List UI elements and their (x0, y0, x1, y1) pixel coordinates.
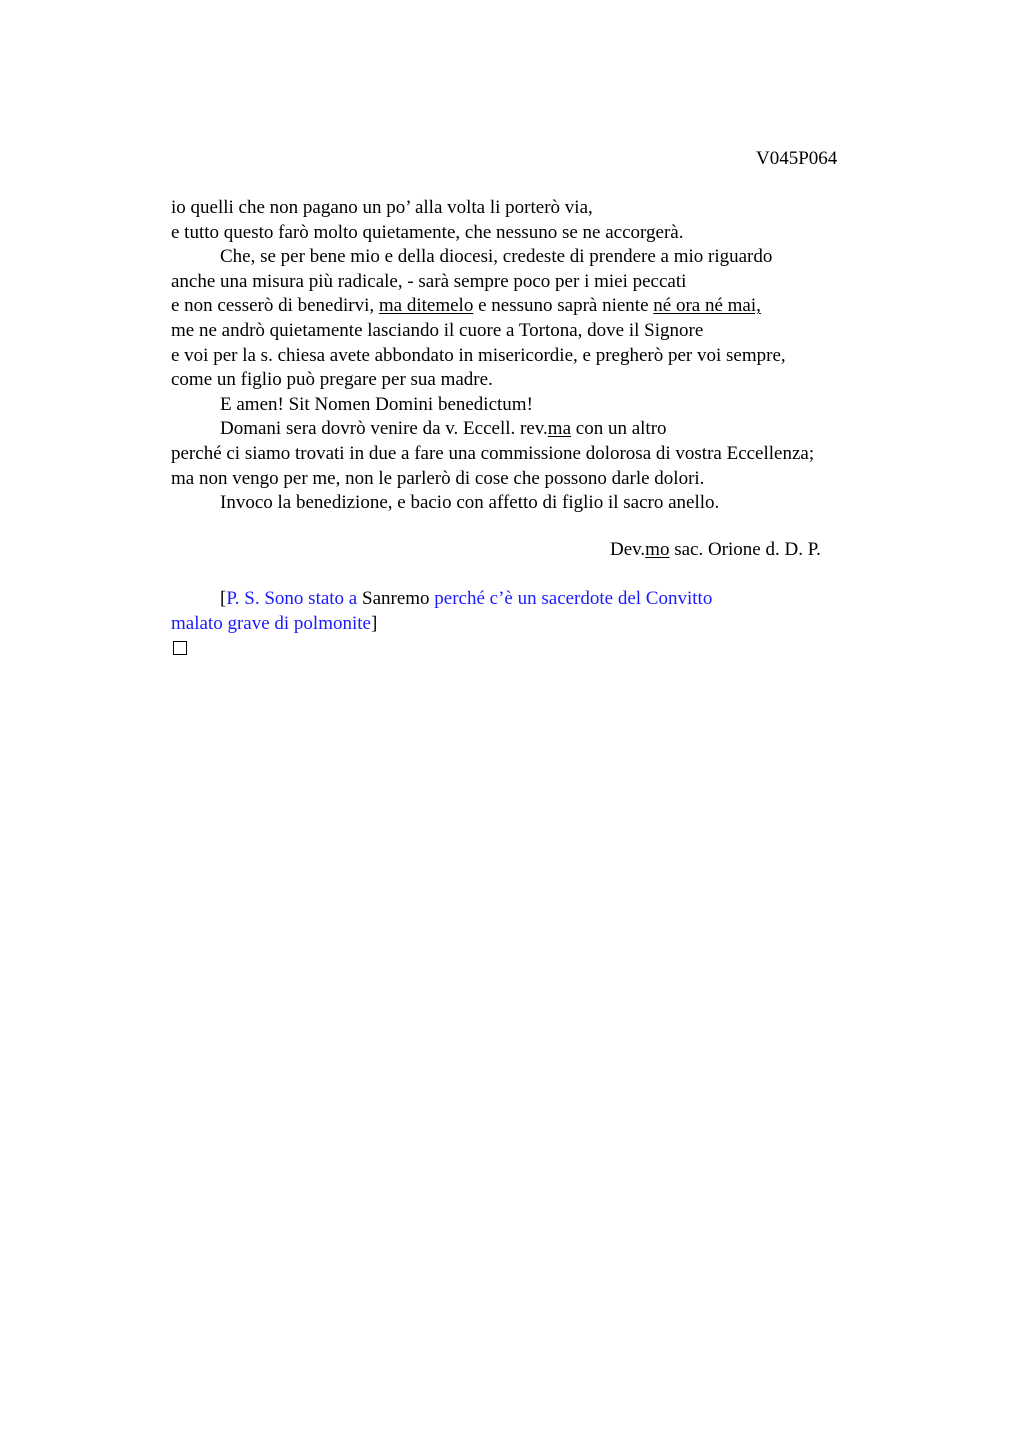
line-text: perché ci siamo trovati in due a fare una commissione dolorosa di vostra Eccellenza; (171, 442, 815, 464)
postscript (171, 587, 891, 661)
postscript-line-1 (171, 587, 891, 612)
line-text: e non cesserò di benedirvi, (171, 295, 379, 317)
line-text: Invoco la benedizione, e bacio con affetto di figlio il sacro anello. (220, 492, 720, 514)
signature-abbrev: mo (645, 539, 670, 560)
letter-line (171, 467, 891, 492)
letter-line (171, 417, 891, 442)
letter-line (171, 221, 891, 246)
letter-line (171, 344, 891, 369)
line-text: con un altro (571, 418, 667, 440)
letter-line (171, 196, 891, 221)
line-text: e tutto questo farò molto quietamente, che nessuno se ne accorgerà. (171, 221, 684, 243)
postscript-place: Sanremo (357, 588, 435, 609)
signature (610, 538, 821, 562)
underlined-text: ma ditemelo (378, 295, 474, 317)
line-text: come un figlio può pregare per sua madre. (171, 369, 493, 391)
postscript-text-c: malato grave di polmonite (171, 612, 371, 634)
postscript-bracket-open: [ (220, 588, 227, 609)
letter-line (171, 491, 891, 516)
letter-line (171, 294, 891, 319)
letter-line (171, 270, 891, 295)
line-text: e voi per la s. chiesa avete abbondato in misericordie, e pregherò per voi sempre, (171, 344, 786, 366)
line-text: me ne andrò quietamente lasciando il cuore a Tortona, dove il Signore (171, 319, 704, 341)
postscript-text-a: P. S. Sono stato a (226, 588, 358, 609)
letter-line (171, 393, 891, 418)
line-text: ma non vengo per me, non le parlerò di cose che possono darle dolori. (171, 467, 705, 489)
underlined-text: ma (547, 418, 572, 440)
postscript-line-2 (171, 612, 891, 637)
line-text: Che, se per bene mio e della diocesi, credeste di prendere a mio riguardo (220, 246, 773, 268)
letter-line (171, 245, 891, 270)
letter-body (171, 196, 891, 516)
end-marker-row (171, 636, 891, 661)
line-text: E amen! Sit Nomen Domini benedictum! (220, 393, 533, 415)
letter-line (171, 368, 891, 393)
postscript-bracket-close: ] (370, 612, 378, 634)
signature-name: sac. Orione d. D. P. (669, 539, 821, 560)
line-text: e nessuno saprà niente (473, 295, 654, 317)
page-identifier: V045P064 (756, 148, 838, 169)
letter-line (171, 319, 891, 344)
line-text: io quelli che non pagano un po’ alla volta li porterò via, (171, 197, 593, 218)
underlined-text: né ora né mai, (653, 295, 761, 317)
letter-line (171, 442, 891, 467)
postscript-text-b: perché c’è un sacerdote del Convitto (434, 588, 713, 609)
line-text: Domani sera dovrò venire da v. Eccell. rev. (220, 418, 548, 440)
signature-prefix: Dev. (610, 539, 646, 560)
end-square-icon (173, 641, 187, 655)
line-text: anche una misura più radicale, - sarà sempre poco per i miei peccati (171, 270, 687, 292)
